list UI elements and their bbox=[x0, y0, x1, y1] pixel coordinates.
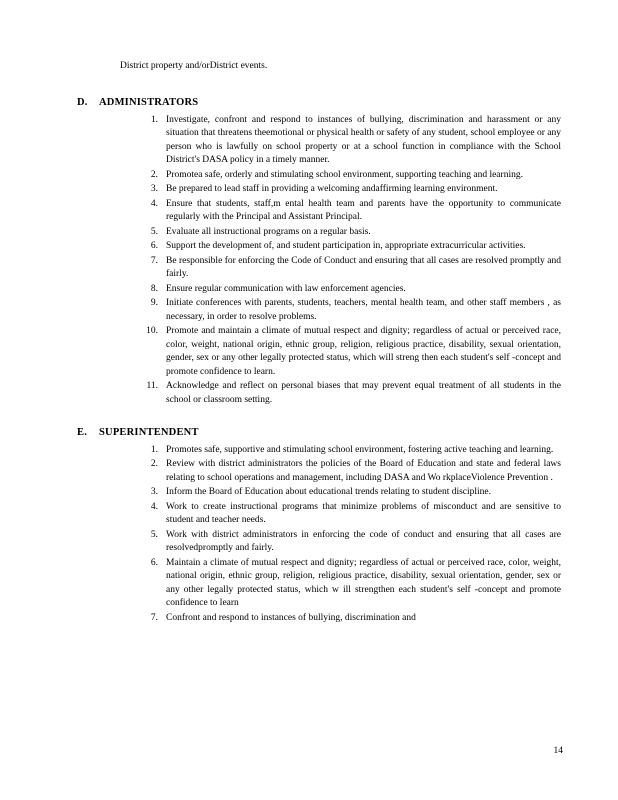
list-item bbox=[55, 255, 563, 282]
list-item bbox=[55, 169, 563, 182]
section-letter: E. bbox=[77, 426, 88, 438]
list-item-number: 2. bbox=[150, 459, 158, 470]
list-item-text: Promote and maintain a climate of mutual respect and dignity; regardless of actual or perceived race, color, weight, national origin, ethnic group, religion, religious practice, disability, sexual orientation, gender, sex or any other legally protected status, which will streng then each student's self -concept and promote confidence to learn. bbox=[166, 326, 561, 377]
list-item-number: 8. bbox=[150, 283, 158, 294]
section-title: ADMINISTRATORS bbox=[99, 96, 199, 108]
list-item bbox=[55, 325, 563, 379]
list-item-number: 3. bbox=[150, 184, 158, 195]
list-item-text: Maintain a climate of mutual respect and dignity; regardless of actual or perceived race, color, weight, national origin, ethnic group, religion, religious practice, disability, sexual orientation, gender, sex or any other legally protected status, which w ill strengthen each student's self -concept and promote confidence to learn bbox=[166, 557, 561, 609]
list-item-number: 1. bbox=[150, 444, 158, 455]
list-item bbox=[55, 297, 563, 324]
list-item bbox=[55, 458, 563, 485]
list-item bbox=[55, 183, 563, 196]
administrators-list bbox=[55, 114, 563, 407]
lead-paragraph: District property and/orDistrict events. bbox=[120, 61, 268, 71]
list-item bbox=[55, 380, 563, 407]
list-item-text: Review with district administrators the policies of the Board of Education and state and federal laws relating to school operations and management, including DASA and Wo rkplaceViolence Prevention . bbox=[166, 459, 561, 483]
page-number: 14 bbox=[553, 746, 563, 756]
list-item-number: 6. bbox=[150, 241, 158, 252]
superintendent-list bbox=[55, 444, 563, 625]
list-item-number: 11. bbox=[146, 381, 158, 392]
list-item-text: Be responsible for enforcing the Code of Conduct and ensuring that all cases are resolved promptly and fairly. bbox=[166, 255, 561, 280]
list-item-text: Acknowledge and reflect on personal biases that may prevent equal treatment of all students in the school or classroom setting. bbox=[166, 381, 561, 405]
list-item-number: 9. bbox=[150, 298, 158, 309]
list-item-text: Confront and respond to instances of bullying, discrimination and bbox=[166, 612, 416, 623]
list-item-text: Evaluate all instructional programs on a regular basis. bbox=[166, 226, 371, 237]
list-item-text: Promotea safe, orderly and stimulating school environment, supporting teaching and learning. bbox=[166, 169, 523, 180]
list-item-number: 3. bbox=[150, 487, 158, 498]
list-item-text: Inform the Board of Education about educational trends relating to student discipline. bbox=[166, 487, 492, 498]
list-item-text: Promotes safe, supportive and stimulating school environment, fostering active teaching and learning. bbox=[166, 444, 554, 455]
list-item-number: 7. bbox=[150, 612, 158, 623]
list-item-number: 10. bbox=[146, 326, 158, 337]
list-item-number: 2. bbox=[150, 169, 158, 180]
list-item bbox=[55, 114, 563, 168]
section-administrators bbox=[55, 97, 563, 407]
list-item bbox=[55, 529, 563, 556]
list-item-text: Initiate conferences with parents, students, teachers, mental health team, and other staff members , as necessary, in order to resolve problems. bbox=[166, 298, 561, 322]
list-item bbox=[55, 444, 563, 457]
list-item-number: 5. bbox=[150, 226, 158, 237]
section-superintendent bbox=[55, 427, 563, 625]
list-item-number: 4. bbox=[150, 501, 158, 512]
list-item bbox=[55, 240, 563, 253]
list-item-text: Work to create instructional programs that minimize problems of misconduct and are sensitive to student and teacher needs. bbox=[166, 501, 561, 526]
section-spacer bbox=[55, 413, 563, 427]
list-item-text: Ensure regular communication with law enforcement agencies. bbox=[166, 283, 406, 294]
section-heading-superintendent bbox=[77, 427, 563, 438]
list-item bbox=[55, 198, 563, 225]
list-item bbox=[55, 557, 563, 611]
list-item-text: Be prepared to lead staff in providing a welcoming andaffirming learning environment. bbox=[166, 184, 498, 195]
list-item-text: Support the development of, and student participation in, appropriate extracurricular activities. bbox=[166, 241, 526, 252]
section-title: SUPERINTENDENT bbox=[99, 426, 199, 438]
list-item bbox=[55, 283, 563, 296]
list-item bbox=[55, 486, 563, 499]
section-heading-administrators bbox=[77, 97, 563, 108]
list-item-number: 4. bbox=[150, 198, 158, 209]
list-item-number: 7. bbox=[150, 255, 158, 266]
list-item bbox=[55, 501, 563, 528]
list-item-text: Ensure that students, staff,m ental health team and parents have the opportunity to communicate regularly with the Principal and Assistant Principal. bbox=[166, 198, 561, 223]
list-item-number: 1. bbox=[150, 114, 158, 125]
list-item bbox=[55, 612, 563, 625]
list-item-number: 5. bbox=[150, 529, 158, 540]
section-letter: D. bbox=[77, 96, 88, 108]
list-item-text: Investigate, confront and respond to instances of bullying, discrimination and harassment or any situation that threatens theemotional or physical health or safety of any student, school employee or any person who is lawfully on school property or at a school function in compliance with the School District's DASA policy in a timely manner. bbox=[166, 114, 561, 166]
list-item-number: 6. bbox=[150, 557, 158, 568]
list-item bbox=[55, 226, 563, 239]
list-item-text: Work with district administrators in enforcing the code of conduct and ensuring that all cases are resolvedpromptly and fairly. bbox=[166, 529, 561, 554]
